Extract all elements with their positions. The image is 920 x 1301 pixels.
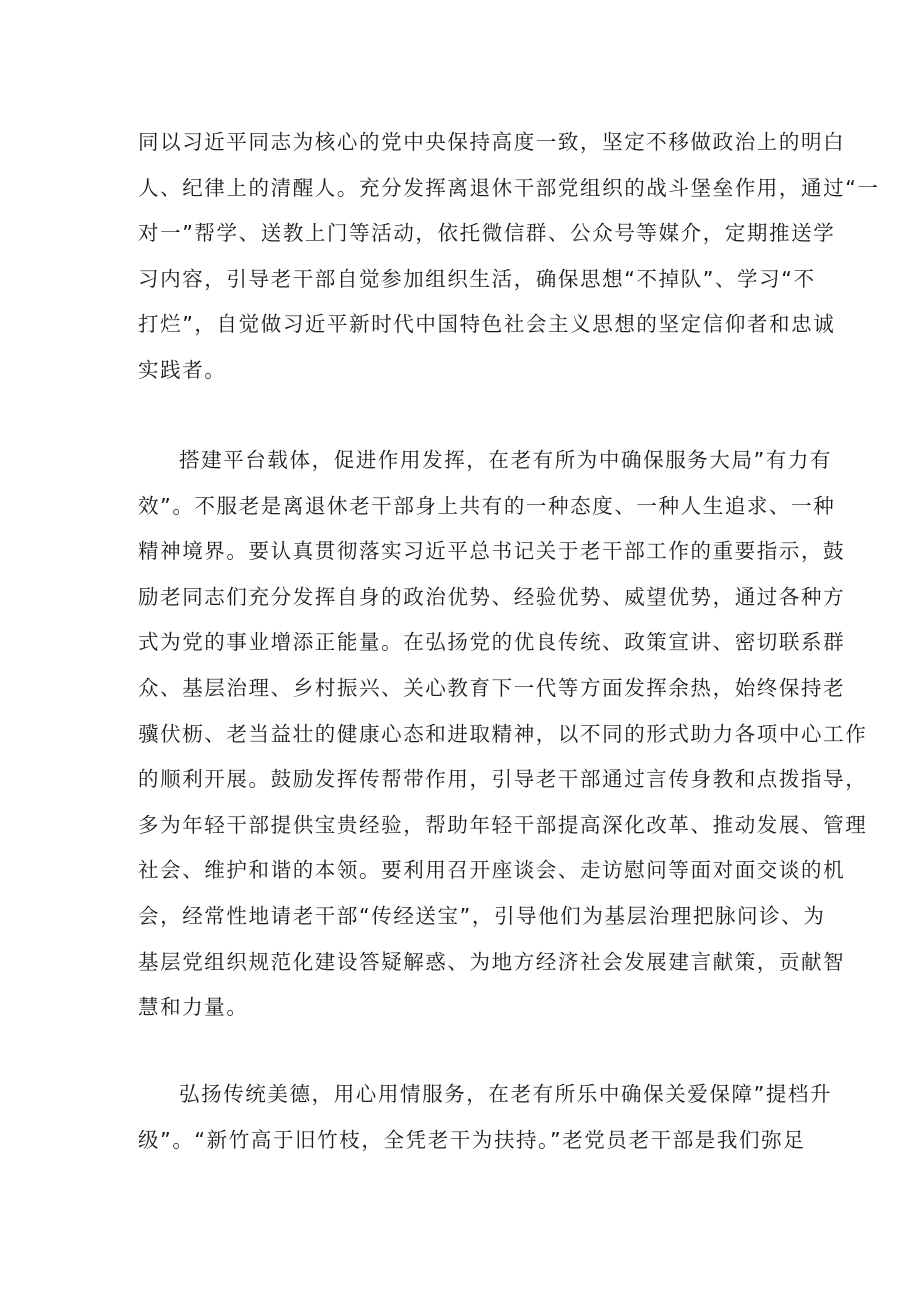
paragraph-2-line-12: 基层党组织规范化建设答疑解惑、为地方经济社会发展建言献策，贡献智	[138, 949, 846, 974]
paragraph-2-line-5: 式为党的事业增添正能量。在弘扬党的优良传统、政策宣讲、密切联系群	[138, 630, 846, 655]
paragraph-2-line-11: 会，经常性地请老干部“传经送宝”，引导他们为基层治理把脉问诊、为	[138, 903, 826, 928]
paragraph-2-line-4: 励老同志们充分发挥自身的政治优势、经验优势、威望优势，通过各种方	[138, 584, 846, 609]
paragraph-1-line-6: 实践者。	[138, 357, 227, 382]
paragraph-2-line-6: 众、基层治理、乡村振兴、关心教育下一代等方面发挥余热，始终保持老	[138, 675, 846, 700]
paragraph-2-line-8: 的顺利开展。鼓励发挥传帮带作用，引导老干部通过言传身教和点拨指导，	[138, 767, 868, 792]
paragraph-3-line-1: 弘扬传统美德，用心用情服务，在老有所乐中确保关爱保障”提档升	[179, 1082, 833, 1106]
paragraph-2	[138, 438, 868, 1031]
paragraph-2-line-10: 社会、维护和谐的本领。要利用召开座谈会、走访慰问等面对面交谈的机	[138, 858, 846, 883]
paragraph-2-line-1: 搭建平台载体，促进作用发挥，在老有所为中确保服务大局”有力有	[179, 448, 833, 472]
paragraph-1	[138, 120, 880, 394]
paragraph-2-line-3: 精神境界。要认真贯彻落实习近平总书记关于老干部工作的重要指示，鼓	[138, 539, 846, 564]
paragraph-1-line-2: 人、纪律上的清醒人。充分发挥离退休干部党组织的战斗堡垒作用，通过“一	[138, 175, 880, 200]
paragraph-3	[138, 1072, 833, 1163]
paragraph-1-line-3: 对一”帮学、送教上门等活动，依托微信群、公众号等媒介，定期推送学	[138, 221, 836, 246]
paragraph-1-line-4: 习内容，引导老干部自觉参加组织生活，确保思想“不掉队”、学习“不	[138, 266, 816, 291]
paragraph-2-line-13: 慧和力量。	[138, 995, 249, 1020]
paragraph-2-line-2: 效”。不服老是离退休老干部身上共有的一种态度、一种人生追求、一种	[138, 493, 836, 518]
paragraph-2-line-7: 骥伏枥、老当益壮的健康心态和进取精神，以不同的形式助力各项中心工作	[138, 721, 868, 746]
paragraph-3-line-2: 级”。“新竹高于旧竹枝，全凭老干为扶持。”老党员老干部是我们弥足	[138, 1127, 806, 1152]
paragraph-1-line-5: 打烂”，自觉做习近平新时代中国特色社会主义思想的坚定信仰者和忠诚	[138, 312, 836, 337]
paragraph-1-line-1: 同以习近平同志为核心的党中央保持高度一致，坚定不移做政治上的明白	[138, 130, 846, 154]
paragraph-2-line-9: 多为年轻干部提供宝贵经验，帮助年轻干部提高深化改革、推动发展、管理	[138, 812, 868, 837]
